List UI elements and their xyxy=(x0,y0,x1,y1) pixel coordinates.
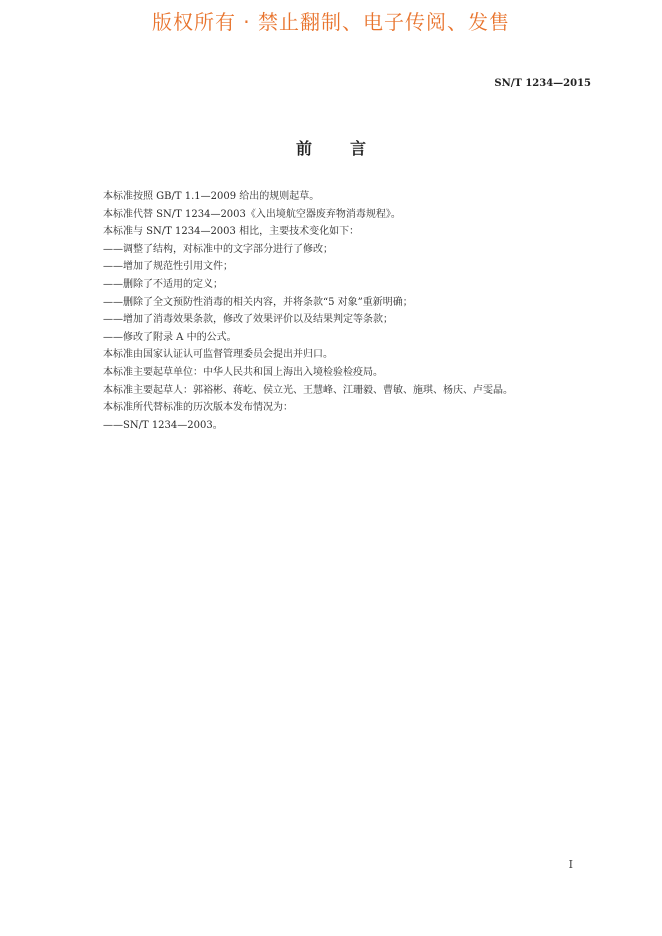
foreword-line: 本标准主要起草人：郭裕彬、蒋屹、侯立光、王慧峰、江珊毅、曹敏、施琪、杨庆、卢雯晶。 xyxy=(103,384,513,396)
foreword-line: 本标准代替 SN/T 1234—2003《入出境航空器废弃物消毒规程》。 xyxy=(103,208,401,220)
foreword-line: ——SN/T 1234—2003。 xyxy=(103,419,223,431)
foreword-body xyxy=(103,188,603,434)
copyright-watermark: 版权所有 · 禁止翻制、电子传阅、发售 xyxy=(151,10,511,34)
foreword-line: ——修改了附录 A 中的公式。 xyxy=(103,331,237,343)
standard-code: SN/T 1234—2015 xyxy=(494,78,591,89)
foreword-line: 本标准按照 GB/T 1.1—2009 给出的规则起草。 xyxy=(103,191,320,202)
page-title: 前言 xyxy=(295,139,404,158)
foreword-line: 本标准所代替标准的历次版本发布情况为： xyxy=(103,402,293,414)
foreword-line: ——增加了规范性引用文件； xyxy=(103,261,233,273)
foreword-line: ——删除了不适用的定义； xyxy=(103,278,223,290)
page-number: I xyxy=(568,858,573,871)
foreword-line: ——增加了消毒效果条款，修改了效果评价以及结果判定等条款； xyxy=(103,314,393,326)
foreword-line: 本标准由国家认证认可监督管理委员会提出并归口。 xyxy=(103,349,333,361)
foreword-line: ——调整了结构，对标准中的文字部分进行了修改； xyxy=(103,243,333,255)
foreword-line: 本标准主要起草单位：中华人民共和国上海出入境检验检疫局。 xyxy=(103,366,383,378)
foreword-line: ——删除了全文预防性消毒的相关内容，并将条款“5 对象”重新明确； xyxy=(103,296,413,308)
foreword-line: 本标准与 SN/T 1234—2003 相比，主要技术变化如下： xyxy=(103,226,360,238)
